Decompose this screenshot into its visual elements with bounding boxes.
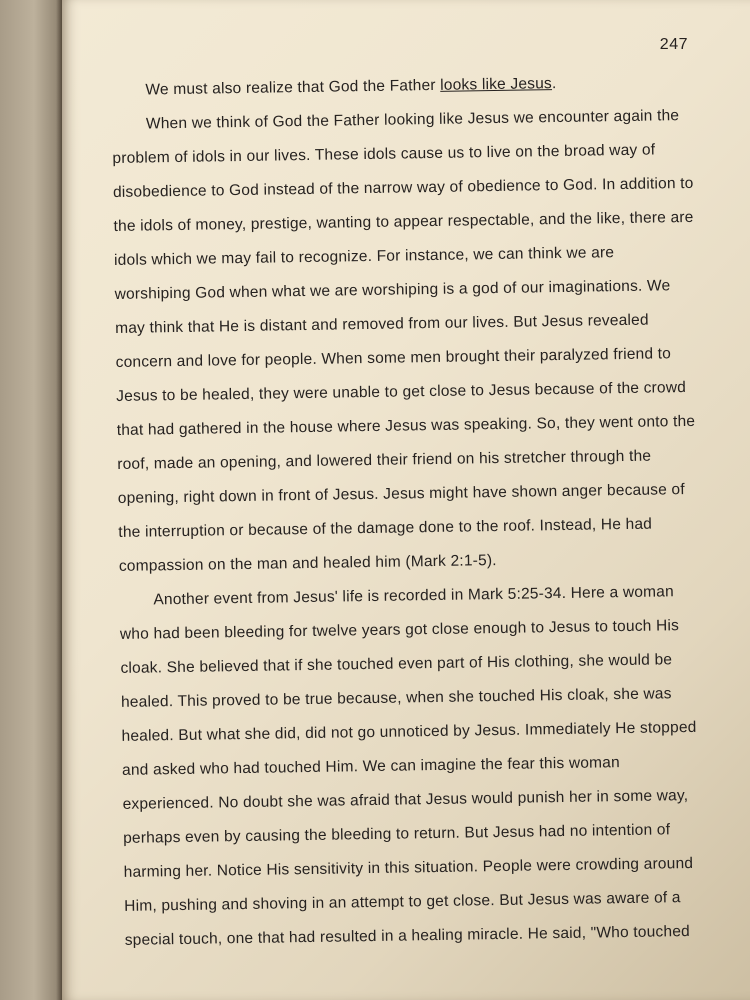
text-line: that had gathered in the house where Jesus was speaking. So, they went onto the <box>116 412 696 439</box>
text-line: the idols of money, prestige, wanting to appear respectable, and the like, there are <box>113 208 694 235</box>
text-line: concern and love for people. When some men brought their paralyzed friend to <box>115 345 672 371</box>
text-line: compassion on the man and healed him (Mark 2:1-5). <box>118 551 497 575</box>
text-line: experienced. No doubt she was afraid that Jesus would punish her in some way, <box>122 787 689 813</box>
text-line: When we think of God the Father looking like Jesus we encounter again the <box>145 107 680 133</box>
text-line: disobedience to God instead of the narrow way of obedience to God. In addition to <box>112 174 694 201</box>
text-line: may think that He is distant and removed from our lives. But Jesus revealed <box>115 311 649 337</box>
text-line: problem of idols in our lives. These idols cause us to live on the broad way of <box>112 141 656 167</box>
text-line: Another event from Jesus' life is recorded in Mark 5:25-34. Here a woman <box>153 583 674 609</box>
text-line: the interruption or because of the damage done to the roof. Instead, He had <box>118 515 653 541</box>
text-line: perhaps even by causing the bleeding to return. But Jesus had no intention of <box>123 821 671 847</box>
facing-page-edge <box>0 0 62 1000</box>
text-line: roof, made an opening, and lowered their friend on his stretcher through the <box>117 447 652 473</box>
text-line: We must also realize that God the Father looks like Jesus. <box>145 74 557 99</box>
text-line: special touch, one that had resulted in a healing miracle. He said, "Who touched <box>124 923 691 949</box>
text-line: Jesus to be healed, they were unable to get close to Jesus because of the crowd <box>116 379 687 405</box>
text-line: healed. This proved to be true because, when she touched His cloak, she was <box>120 685 672 711</box>
text-line: opening, right down in front of Jesus. Jesus might have shown anger because of <box>117 481 685 507</box>
text-line: healed. But what she did, did not go unnoticed by Jesus. Immediately He stopped <box>121 718 697 745</box>
text-line: harming her. Notice His sensitivity in this situation. People were crowding around <box>123 854 694 881</box>
text-line: idols which we may fail to recognize. For instance, we can think we are <box>113 244 615 269</box>
text-line: and asked who had touched Him. We can imagine the fear this woman <box>121 754 620 779</box>
text-line: cloak. She believed that if she touched even part of His clothing, she would be <box>120 651 673 677</box>
page-number: 247 <box>659 36 688 53</box>
underlined-phrase: looks like Jesus <box>440 75 553 94</box>
text-line: worshiping God when what we are worshiping is a god of our imaginations. We <box>114 277 671 303</box>
text-line: who had been bleeding for twelve years got close enough to Jesus to touch His <box>119 617 680 643</box>
text-line: Him, pushing and shoving in an attempt to get close. But Jesus was aware of a <box>124 889 681 915</box>
